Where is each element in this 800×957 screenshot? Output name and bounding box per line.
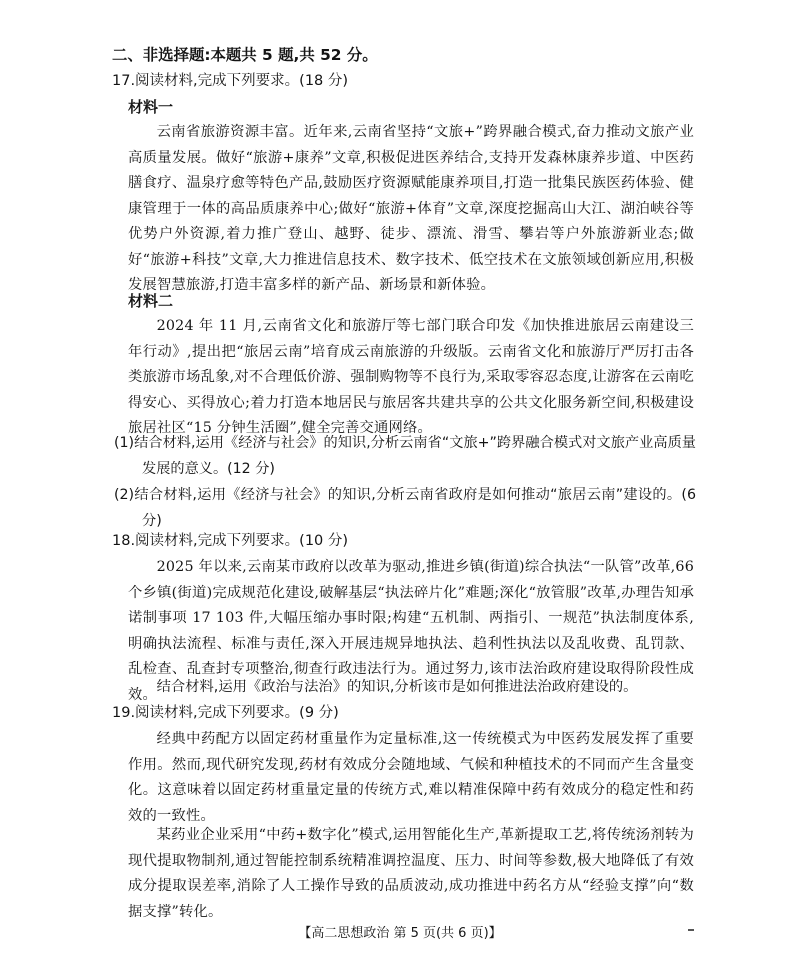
q19-paragraph-1: 经典中药配方以固定药材重量作为定量标准,这一传统模式为中医药发展发挥了重要作用。然而,现代研究发现,药材有效成分会随地域、气候和种植技术的不同而产生含量变化。这意味着以固定药材重量定量的传统方式,难以精准保障中药有效成分的稳定性和药效的一致性。 bbox=[128, 731, 694, 824]
q17-material1-text: 云南省旅游资源丰富。近年来,云南省坚持“文旅+”跨界融合模式,奋力推动文旅产业高质量发展。做好“旅游+康养”文章,积极促进医养结合,支持开发森林康养步道、中医药膳食疗、温泉疗愈等特色产品,鼓励医疗资源赋能康养项目,打造一批集民族医药体验、健康管理于一体的高品质康养中心;做好“旅游+体育”文章,深度挖掘高山大江、湖泊峡谷等优势户外资源,着力推广登山、越野、徒步、漂流、滑雪、攀岩等户外旅游新业态;做好“旅游+科技”文章,大力推进信息技术、数字技术、低空技术在文旅领域创新应用,积极发展智慧旅游,打造丰富多样的新产品、新场景和新体验。 bbox=[128, 124, 694, 293]
q17-material2-text: 2024 年 11 月,云南省文化和旅游厅等七部门联合印发《加快推进旅居云南建设三年行动》,提出把“旅居云南”培育成云南旅游的升级版。云南省文化和旅游厅严厉打击各类旅游市场乱象,对不合理低价游、强制购物等不良行为,采取零容忍态度,让游客在云南吃得安心、买得放心;着力打造本地居民与旅居客共建共享的公共文化服务新空间,积极建设旅居社区“15 分钟生活圈”,健全完善交通网络。 bbox=[128, 318, 694, 436]
q18-material-text: 2025 年以来,云南某市政府以改革为驱动,推进乡镇(街道)综合执法“一队管”改革,66 个乡镇(街道)完成规范化建设,破解基层“执法碎片化”难题;深化“放管服”改革,办理告知承诺制事项 17 103 件,大幅压缩办事时限;构建“五机制、两指引、一规范”执法制度体系,明确执法流程、标准与责任,深入开展违规异地执法、趋利性执法以及乱收费、乱罚款、乱检查、乱查封专项整治,彻查行政违法行为。通过努力,该市法治政府建设取得阶段性成效。 bbox=[128, 559, 694, 703]
page-footer: 【高二思想政治 第 5 页(共 6 页)】 bbox=[298, 926, 502, 941]
q18-task: 结合材料,运用《政治与法治》的知识,分析该市是如何推进法治政府建设的。 bbox=[156, 679, 638, 695]
q17-material2-label: 材料二 bbox=[128, 292, 174, 310]
q19-paragraph-2: 某药业企业采用“中药+数字化”模式,运用智能化生产,革新提取工艺,将传统汤剂转为现代提取物制剂,通过智能控制系统精准调控温度、压力、时间等参数,极大地降低了有效成分提取误差率,消除了人工操作导致的品质波动,成功推进中药名方从“经验支撑”向“数据支撑”转化。 bbox=[128, 827, 694, 920]
section-title: 二、非选择题:本题共 5 题,共 52 分。 bbox=[112, 46, 378, 64]
corner-mark bbox=[688, 929, 694, 931]
q17-sub-question-1: (1)结合材料,运用《经济与社会》的知识,分析云南省“文旅+”跨界融合模式对文旅产业高质量发展的意义。(12 分) bbox=[114, 435, 696, 477]
q17-heading: 17.阅读材料,完成下列要求。(18 分) bbox=[112, 73, 349, 89]
q17-material1-label: 材料一 bbox=[128, 98, 174, 116]
q19-heading: 19.阅读材料,完成下列要求。(9 分) bbox=[112, 705, 339, 721]
q17-sub-question-2: (2)结合材料,运用《经济与社会》的知识,分析云南省政府是如何推动“旅居云南”建设的。(6 分) bbox=[114, 487, 696, 529]
q18-heading: 18.阅读材料,完成下列要求。(10 分) bbox=[112, 533, 349, 549]
